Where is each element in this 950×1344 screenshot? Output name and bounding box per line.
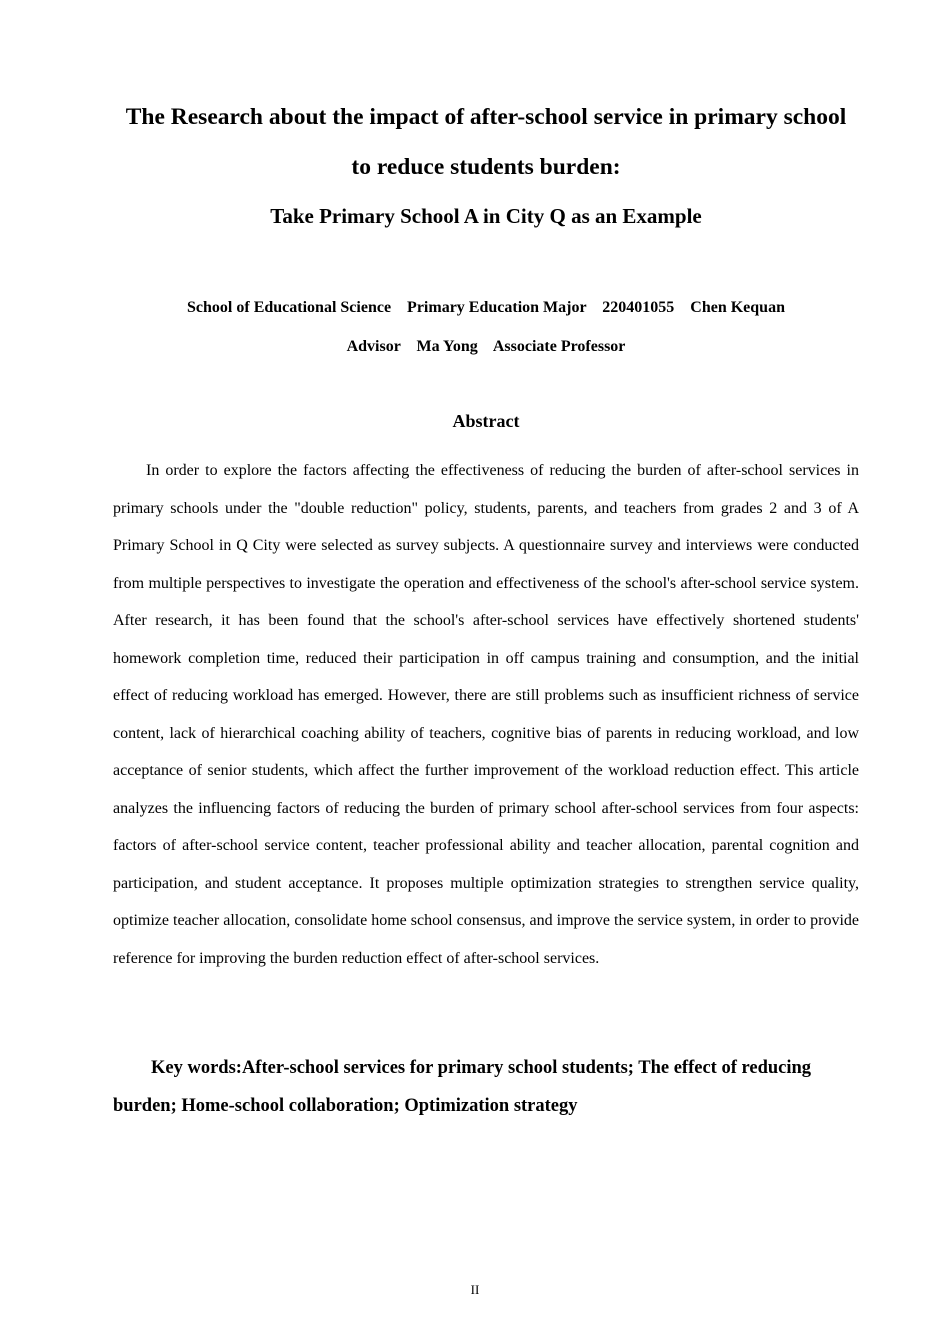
paper-subtitle: Take Primary School A in City Q as an Example [270, 204, 702, 228]
author-info: School of Educational Science Primary Education Major 220401055 Chen Kequan [187, 299, 785, 316]
keywords: Key words:After-school services for primary school students; The effect of reducing burden; Home-school collaboration; Optimization strategy [113, 1058, 812, 1116]
paper-title-line-2: to reduce students burden: [351, 154, 621, 180]
page-number: II [470, 1282, 480, 1297]
abstract-body: In order to explore the factors affecting the effectiveness of reducing the burden of after-school services in primary schools under the "double reduction" policy, students, parents, and teachers from grades 2 and 3 of A Primary School in Q City were selected as survey subjects. A questionnaire survey and interviews were conducted from multiple perspectives to investigate the operation and effectiveness of the school's after-school service system. After research, it has been found that the school's after-school services have effectively shortened students' homework completion time, reduced their participation in off campus training and consumption, and the initial effect of reducing workload has emerged. However, there are still problems such as insufficient richness of service content, lack of hierarchical coaching ability of teachers, cognitive bias of parents in reducing workload, and low acceptance of senior students, which affect the further improvement of the workload reduction effect. This article analyzes the influencing factors of reducing the burden of primary school after-school services from four aspects: factors of after-school service content, teacher professional ability and teacher allocation, parental cognition and participation, and student acceptance. It proposes multiple optimization strategies to strengthen service quality, optimize teacher allocation, consolidate home school consensus, and improve the service system, in order to provide reference for improving the burden reduction effect of after-school services. [113, 462, 859, 967]
advisor-info: Advisor Ma Yong Associate Professor [346, 338, 626, 355]
paper-title-line-1: The Research about the impact of after-school service in primary school [125, 104, 847, 130]
abstract-heading: Abstract [452, 411, 520, 431]
